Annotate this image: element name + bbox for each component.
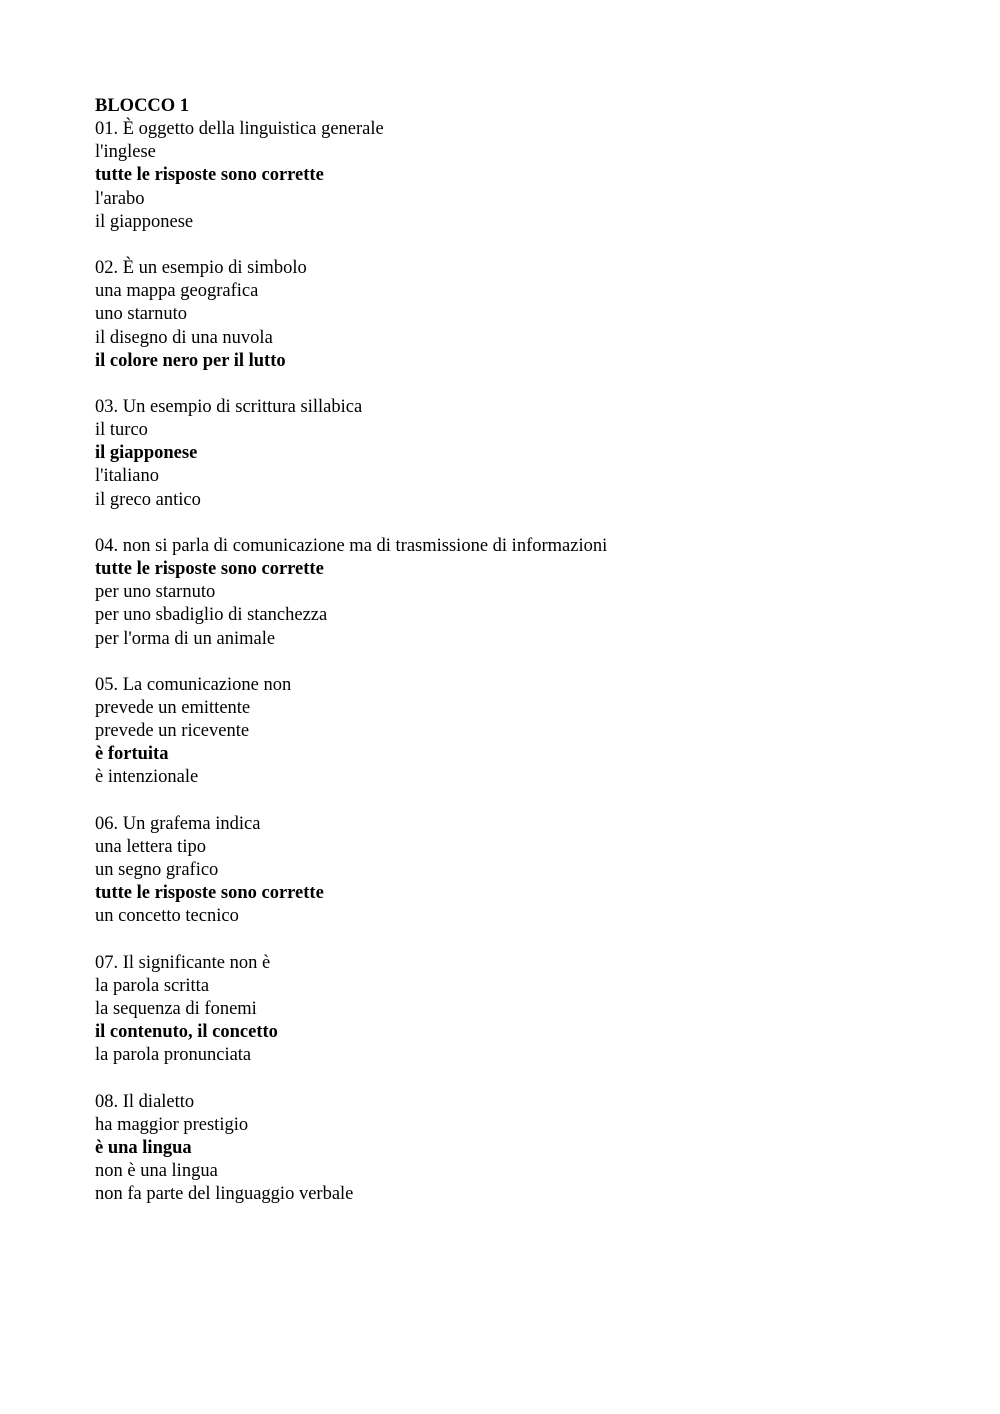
answer-option: la sequenza di fonemi bbox=[95, 999, 257, 1019]
question-text: 02. È un esempio di simbolo bbox=[95, 258, 307, 279]
correct-answer-option: è una lingua bbox=[95, 1137, 192, 1158]
question-block bbox=[95, 813, 955, 929]
question-text: 04. non si parla di comunicazione ma di trasmissione di informazioni bbox=[95, 535, 608, 556]
answer-option: non è una lingua bbox=[95, 1161, 218, 1182]
answer-option: un segno grafico bbox=[95, 860, 219, 881]
block-title: BLOCCO 1 bbox=[95, 96, 190, 116]
question-block bbox=[95, 396, 955, 512]
question-block bbox=[95, 674, 955, 790]
answer-option: il greco antico bbox=[95, 489, 201, 510]
correct-answer-option: il contenuto, il concetto bbox=[95, 1022, 278, 1043]
answer-option: la parola scritta bbox=[95, 975, 210, 996]
answer-option: un concetto tecnico bbox=[95, 906, 239, 927]
correct-answer-option: il giapponese bbox=[95, 443, 198, 464]
answer-option: la parola pronunciata bbox=[95, 1045, 252, 1066]
question-list bbox=[95, 118, 955, 1206]
question-text: 01. È oggetto della linguistica generale bbox=[95, 119, 384, 140]
question-block bbox=[95, 118, 955, 234]
answer-option: l'italiano bbox=[95, 466, 159, 487]
answer-option: l'arabo bbox=[95, 188, 145, 209]
answer-option: il giapponese bbox=[95, 211, 194, 232]
answer-option: l'inglese bbox=[95, 142, 156, 163]
answer-option: prevede un ricevente bbox=[95, 721, 250, 742]
answer-option: il turco bbox=[95, 420, 148, 441]
question-text: 08. Il dialetto bbox=[95, 1091, 195, 1112]
question-text: 03. Un esempio di scrittura sillabica bbox=[95, 397, 363, 417]
question-text: 07. Il significante non è bbox=[95, 952, 271, 973]
correct-answer-option: tutte le risposte sono corrette bbox=[95, 883, 324, 904]
answer-option: prevede un emittente bbox=[95, 698, 251, 718]
answer-option: uno starnuto bbox=[95, 304, 187, 325]
answer-option: ha maggior prestigio bbox=[95, 1114, 249, 1135]
correct-answer-option: tutte le risposte sono corrette bbox=[95, 559, 324, 580]
question-block bbox=[95, 257, 955, 373]
question-block bbox=[95, 952, 955, 1068]
question-text: 06. Un grafema indica bbox=[95, 813, 261, 834]
question-block bbox=[95, 535, 955, 651]
question-text: 05. La comunicazione non bbox=[95, 674, 292, 695]
document-page bbox=[95, 95, 955, 1206]
answer-option: non fa parte del linguaggio verbale bbox=[95, 1184, 354, 1205]
correct-answer-option: è fortuita bbox=[95, 744, 169, 765]
question-block bbox=[95, 1091, 955, 1207]
answer-option: per uno starnuto bbox=[95, 582, 216, 603]
answer-option: il disegno di una nuvola bbox=[95, 327, 273, 348]
answer-option: una mappa geografica bbox=[95, 281, 259, 302]
answer-option: è intenzionale bbox=[95, 767, 199, 788]
answer-option: per uno sbadiglio di stanchezza bbox=[95, 605, 328, 626]
answer-option: una lettera tipo bbox=[95, 836, 206, 857]
correct-answer-option: tutte le risposte sono corrette bbox=[95, 165, 324, 186]
answer-option: per l'orma di un animale bbox=[95, 628, 276, 649]
correct-answer-option: il colore nero per il lutto bbox=[95, 350, 286, 371]
